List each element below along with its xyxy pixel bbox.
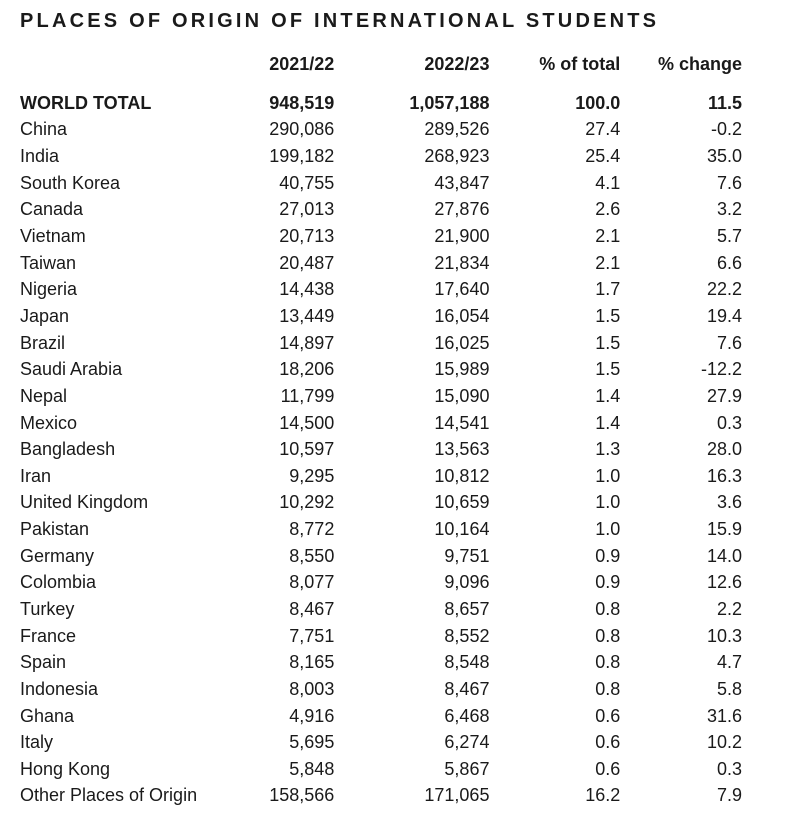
percent-change-cell: 16.3 [706, 465, 742, 486]
country-cell: Indonesia [20, 678, 99, 699]
percent-of-total-cell: 0.8 [595, 625, 621, 646]
percent-change-cell: 27.9 [706, 385, 742, 406]
table-row [20, 623, 742, 650]
country-cell: Brazil [20, 332, 66, 353]
value-2021-22-cell: 20,713 [279, 226, 335, 247]
value-2021-22-cell: 14,438 [279, 279, 335, 300]
percent-change-cell: 0.3 [716, 412, 742, 433]
percent-change-cell: 5.7 [716, 226, 742, 247]
world-total-row [20, 90, 742, 117]
value-2021-22-cell: 5,848 [289, 758, 335, 779]
table-row [20, 436, 742, 463]
percent-of-total-cell: 1.3 [595, 439, 621, 460]
value-2021-22-cell: 8,772 [289, 519, 335, 540]
country-cell: United Kingdom [20, 492, 149, 513]
percent-change-cell: 0.3 [716, 758, 742, 779]
country-cell: Canada [20, 199, 84, 220]
percent-of-total-cell: 100.0 [575, 92, 621, 113]
value-2022-23-cell: 16,054 [434, 305, 490, 326]
country-cell: Taiwan [20, 252, 77, 273]
percent-of-total-cell: 0.9 [595, 572, 621, 593]
table-row [20, 463, 742, 490]
value-2021-22-cell: 158,566 [269, 785, 335, 806]
table-row [20, 703, 742, 730]
value-2021-22-cell: 11,799 [280, 385, 335, 406]
value-2021-22-cell: 9,295 [289, 465, 335, 486]
value-2022-23-cell: 9,751 [444, 545, 490, 566]
country-cell: WORLD TOTAL [20, 92, 152, 113]
value-2021-22-cell: 10,292 [279, 492, 335, 513]
table-row [20, 223, 742, 250]
value-2022-23-cell: 9,096 [444, 572, 490, 593]
percent-of-total-cell: 0.6 [595, 705, 621, 726]
percent-of-total-cell: 0.8 [595, 678, 621, 699]
table-row [20, 676, 742, 703]
students-origin-table [20, 50, 742, 809]
table-row [20, 756, 742, 783]
value-2022-23-cell: 15,989 [434, 359, 490, 380]
percent-of-total-cell: 0.8 [595, 652, 621, 673]
country-cell: Turkey [20, 598, 75, 619]
percent-of-total-cell: 27.4 [585, 119, 621, 140]
country-cell: Germany [20, 545, 95, 566]
table-row [20, 410, 742, 437]
percent-change-cell: -0.2 [710, 119, 742, 140]
value-2022-23-cell: 13,563 [434, 439, 490, 460]
country-cell: Pakistan [20, 519, 90, 540]
percent-change-cell: 7.6 [716, 332, 742, 353]
country-cell: France [20, 625, 77, 646]
percent-change-cell: 10.3 [706, 625, 742, 646]
value-2021-22-cell: 290,086 [269, 119, 335, 140]
table-row [20, 143, 742, 170]
country-cell: Hong Kong [20, 758, 111, 779]
value-2022-23-cell: 8,548 [444, 652, 490, 673]
table-row [20, 276, 742, 303]
percent-of-total-cell: 1.5 [595, 332, 621, 353]
country-cell: Italy [20, 732, 54, 753]
percent-of-total-cell: 1.4 [595, 412, 621, 433]
table-row [20, 570, 742, 597]
value-2021-22-cell: 5,695 [289, 732, 335, 753]
value-2022-23-cell: 15,090 [434, 385, 490, 406]
country-cell: Bangladesh [20, 439, 116, 460]
value-2021-22-cell: 18,206 [279, 359, 335, 380]
header-percent-of-total: % of total [539, 53, 621, 74]
value-2021-22-cell: 948,519 [269, 92, 335, 113]
header-country [20, 50, 203, 78]
percent-change-cell: 7.9 [716, 785, 742, 806]
table-row [20, 383, 742, 410]
header-row [20, 50, 742, 78]
value-2022-23-cell: 43,847 [434, 172, 490, 193]
percent-change-cell: 11.5 [707, 92, 742, 113]
percent-of-total-cell: 4.1 [595, 172, 621, 193]
country-cell: Mexico [20, 412, 78, 433]
value-2021-22-cell: 8,077 [289, 572, 335, 593]
country-cell: Vietnam [20, 226, 86, 247]
percent-change-cell: 35.0 [706, 146, 742, 167]
percent-of-total-cell: 1.5 [595, 305, 621, 326]
header-percent-change: % change [657, 53, 742, 74]
value-2021-22-cell: 8,003 [289, 678, 335, 699]
percent-of-total-cell: 0.8 [595, 598, 621, 619]
value-2021-22-cell: 20,487 [279, 252, 335, 273]
table-row [20, 783, 742, 810]
value-2022-23-cell: 8,657 [444, 598, 490, 619]
percent-of-total-cell: 0.6 [595, 758, 621, 779]
percent-of-total-cell: 2.6 [595, 199, 621, 220]
value-2021-22-cell: 8,467 [289, 598, 335, 619]
value-2022-23-cell: 8,467 [444, 678, 490, 699]
percent-of-total-cell: 2.1 [595, 226, 621, 247]
percent-change-cell: 4.7 [716, 652, 742, 673]
percent-change-cell: 22.2 [706, 279, 742, 300]
country-cell: Nigeria [20, 279, 78, 300]
value-2021-22-cell: 40,755 [279, 172, 335, 193]
percent-change-cell: 14.0 [706, 545, 742, 566]
percent-of-total-cell: 0.9 [595, 545, 621, 566]
percent-change-cell: 10.2 [706, 732, 742, 753]
table-row [20, 250, 742, 277]
value-2021-22-cell: 7,751 [289, 625, 335, 646]
value-2022-23-cell: 10,164 [434, 519, 490, 540]
country-cell: Colombia [20, 572, 97, 593]
country-cell: Other Places of Origin [20, 785, 198, 806]
percent-change-cell: 2.2 [716, 598, 742, 619]
percent-change-cell: 6.6 [716, 252, 742, 273]
table-body [20, 90, 742, 809]
percent-change-cell: 7.6 [716, 172, 742, 193]
country-cell: Ghana [20, 705, 75, 726]
table-row [20, 197, 742, 224]
percent-change-cell: 12.6 [706, 572, 742, 593]
percent-of-total-cell: 16.2 [585, 785, 621, 806]
country-cell: South Korea [20, 172, 121, 193]
value-2021-22-cell: 10,597 [279, 439, 335, 460]
table-title: PLACES OF ORIGIN OF INTERNATIONAL STUDENTS [20, 10, 660, 32]
value-2022-23-cell: 27,876 [434, 199, 490, 220]
value-2021-22-cell: 27,013 [279, 199, 335, 220]
value-2022-23-cell: 8,552 [444, 625, 490, 646]
percent-change-cell: 15.9 [706, 519, 742, 540]
value-2022-23-cell: 10,812 [434, 465, 490, 486]
table-row [20, 170, 742, 197]
value-2022-23-cell: 6,468 [444, 705, 490, 726]
value-2021-22-cell: 13,449 [279, 305, 335, 326]
value-2021-22-cell: 14,897 [279, 332, 335, 353]
table-row [20, 729, 742, 756]
value-2022-23-cell: 21,900 [434, 226, 490, 247]
country-cell: Japan [20, 305, 70, 326]
value-2021-22-cell: 4,916 [289, 705, 335, 726]
percent-of-total-cell: 1.4 [595, 385, 621, 406]
percent-of-total-cell: 1.0 [595, 465, 621, 486]
table-row [20, 117, 742, 144]
percent-change-cell: 19.4 [706, 305, 742, 326]
country-cell: India [20, 146, 60, 167]
country-cell: Iran [20, 465, 52, 486]
country-cell: Saudi Arabia [20, 359, 123, 380]
value-2022-23-cell: 10,659 [434, 492, 490, 513]
percent-change-cell: 3.6 [716, 492, 742, 513]
value-2022-23-cell: 289,526 [424, 119, 490, 140]
percent-change-cell: 5.8 [716, 678, 742, 699]
table-row [20, 490, 742, 517]
table-row [20, 649, 742, 676]
percent-of-total-cell: 1.7 [595, 279, 621, 300]
percent-of-total-cell: 1.0 [595, 492, 621, 513]
value-2021-22-cell: 8,165 [289, 652, 335, 673]
percent-change-cell: 3.2 [716, 199, 742, 220]
table-row [20, 356, 742, 383]
value-2022-23-cell: 14,541 [434, 412, 490, 433]
percent-of-total-cell: 0.6 [595, 732, 621, 753]
percent-change-cell: 28.0 [706, 439, 742, 460]
table-row [20, 330, 742, 357]
percent-of-total-cell: 1.5 [595, 359, 621, 380]
percent-change-cell: -12.2 [700, 359, 742, 380]
table-row [20, 543, 742, 570]
table-row [20, 596, 742, 623]
value-2022-23-cell: 268,923 [424, 146, 490, 167]
value-2022-23-cell: 1,057,188 [409, 92, 490, 113]
country-cell: China [20, 119, 68, 140]
header-2022-23: 2022/23 [424, 53, 490, 74]
value-2021-22-cell: 8,550 [289, 545, 335, 566]
value-2022-23-cell: 5,867 [444, 758, 490, 779]
value-2022-23-cell: 21,834 [434, 252, 490, 273]
value-2022-23-cell: 16,025 [434, 332, 490, 353]
value-2021-22-cell: 199,182 [269, 146, 335, 167]
value-2021-22-cell: 14,500 [279, 412, 335, 433]
value-2022-23-cell: 6,274 [444, 732, 490, 753]
value-2022-23-cell: 171,065 [424, 785, 490, 806]
percent-of-total-cell: 2.1 [595, 252, 621, 273]
percent-of-total-cell: 1.0 [595, 519, 621, 540]
table-row [20, 516, 742, 543]
country-cell: Spain [20, 652, 67, 673]
table-row [20, 303, 742, 330]
percent-of-total-cell: 25.4 [585, 146, 621, 167]
percent-change-cell: 31.6 [706, 705, 742, 726]
header-2021-22: 2021/22 [269, 53, 335, 74]
value-2022-23-cell: 17,640 [434, 279, 490, 300]
country-cell: Nepal [20, 385, 68, 406]
